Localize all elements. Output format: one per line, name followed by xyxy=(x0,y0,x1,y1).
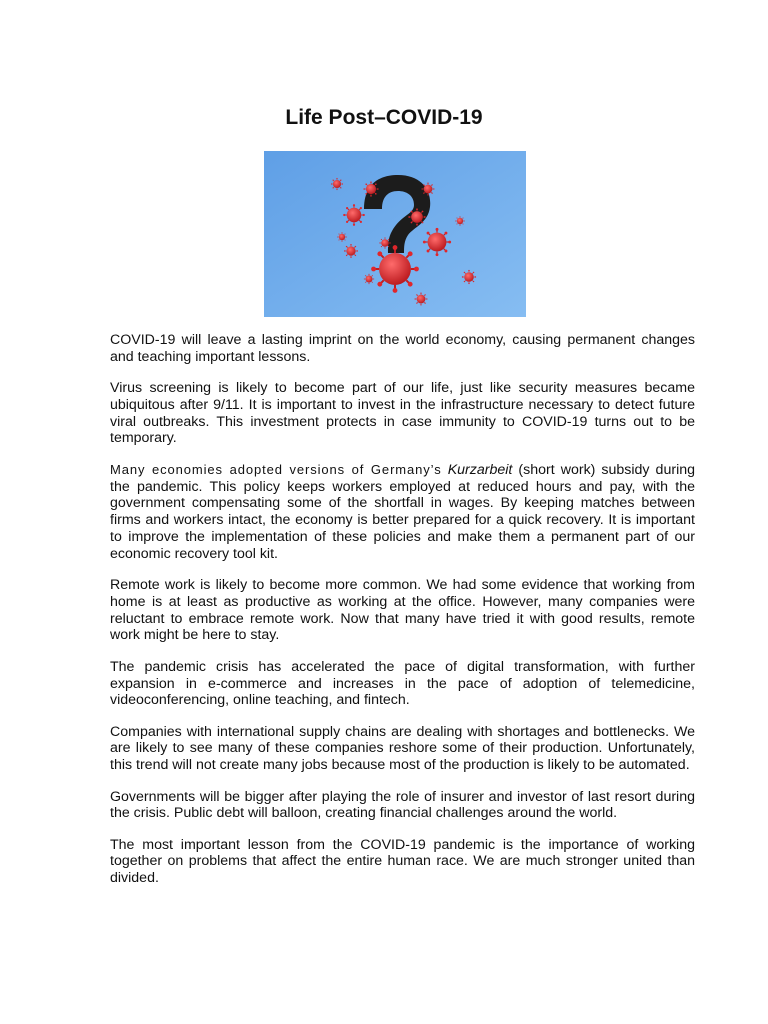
emphasized-term: Kurzarbeit xyxy=(447,461,513,478)
paragraph xyxy=(110,462,695,563)
paragraph: The pandemic crisis has accelerated the pace of digital transformation, with further expansion in e-commerce and increases in the pace of adoption of telemedicine, videoconferencing, online teaching, and fintech. xyxy=(110,658,695,709)
paragraph: The most important lesson from the COVID-19 pandemic is the importance of working together on problems that affect the entire human race. We are much stronger united than divided. xyxy=(110,836,695,887)
paragraph: Companies with international supply chains are dealing with shortages and bottlenecks. We are likely to see many of these companies reshore some of their production. Unfortunately, this trend will not create many jobs because most of the production is likely to be automated. xyxy=(110,723,695,774)
paragraph: COVID-19 will leave a lasting imprint on the world economy, causing permanent changes and teaching important lessons. xyxy=(110,332,695,365)
paragraph: Virus screening is likely to become part of our life, just like security measures became ubiquitous after 9/11. It is important to invest in the infrastructure necessary to detect future viral outbreaks. This investment protects in case immunity to COVID-19 turns out to be temporary. xyxy=(110,380,695,447)
paragraph: Governments will be bigger after playing the role of insurer and investor of last resort during the crisis. Public debt will balloon, creating financial challenges around the world. xyxy=(110,788,695,822)
paragraph-rest: (short work) subsidy during the pandemic. This policy keeps workers employed at reduced hours and pay, with the government compensating some of the shortfall in wages. By keeping matches between firms and workers intact, the economy is better prepared for a quick recovery. It is important to improve the implementation of these policies and make them a permanent part of our economic recovery tool kit. xyxy=(110,461,695,562)
page-title: Life Post–COVID-19 xyxy=(285,106,483,129)
paragraph: Remote work is likely to become more common. We had some evidence that working from home is at least as productive as working at the office. However, many companies were reluctant to embrace remote work. Now that many have tried it with good results, remote work might be here to stay. xyxy=(110,577,695,644)
article-body xyxy=(110,332,695,902)
hero-image xyxy=(264,151,526,317)
paragraph-lead: Many economies adopted versions of Germany’s xyxy=(110,461,442,477)
